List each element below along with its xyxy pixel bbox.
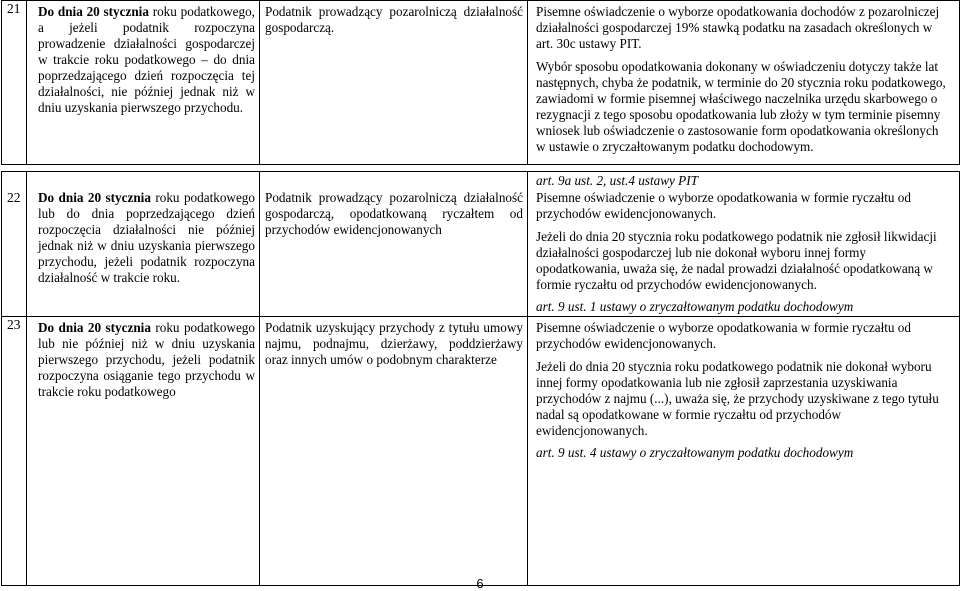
form-cell: [528, 172, 960, 317]
deadline-cell: [27, 1, 260, 165]
form-paragraph: Pisemne oświadczenie o wyborze opodatkowania w formie ryczałtu od przychodów ewidencjonowanych.: [536, 320, 911, 351]
row-number-text: 22: [7, 190, 21, 205]
row-number: [2, 1, 27, 165]
taxpayer-text: Podatnik uzyskujący przychody z tytułu umowy najmu, podnajmu, dzierżawy, poddzierżawy oraz innych umów o podobnym charakterze: [265, 320, 523, 367]
form-paragraph: Jeżeli do dnia 20 stycznia roku podatkowego podatnik nie zgłosił likwidacji działalności gospodarczej lub nie dokonał wyboru innej formy opodatkowania, uważa się, że nadal prowadzi działalność opodatkowaną w formie ryczałtu od przychodów ewidencjonowanych.: [536, 229, 937, 292]
taxpayer-cell: [260, 172, 528, 317]
table-row-23: [2, 317, 960, 586]
deadline-text: roku podatkowego lub nie później niż w dniu uzyskania pierwszego przychodu, jeżeli podatnik rozpoczyna osiąganie tego przychodu w trakcie roku podatkowego: [38, 320, 255, 399]
form-cell: [528, 317, 960, 586]
table-row-22: [2, 172, 960, 317]
obligations-table-bottom: [1, 171, 960, 586]
taxpayer-cell: [260, 1, 528, 165]
legal-reference: art. 9a ust. 2, ust.4 ustawy PIT: [536, 173, 698, 188]
legal-reference: art. 9 ust. 1 ustawy o zryczałtowanym podatku dochodowym: [536, 299, 854, 314]
deadline-date: Do dnia 20 stycznia: [38, 320, 151, 335]
table-row-21: [2, 1, 960, 165]
page-number: 6: [476, 576, 484, 591]
row-number-text: 23: [7, 317, 21, 332]
deadline-text: roku podatkowego, a jeżeli podatnik rozpoczyna prowadzenie działalności gospodarczej w trakcie roku podatkowego – do dnia poprzedzającego dzień rozpoczęcia tej działalności, nie później jednak niż w dniu uzyskania pierwszego przychodu.: [38, 4, 255, 115]
form-paragraph: Jeżeli do dnia 20 stycznia roku podatkowego podatnik nie dokonał wyboru innej formy opodatkowania lub nie zgłosił zaprzestania uzyskiwania przychodów z najmu (...), uważa się, że przychody uzyskiwane z tego tytułu nadal są opodatkowane w formie ryczałtu od przychodów ewidencjonowanych.: [536, 359, 939, 438]
deadline-date: Do dnia 20 stycznia: [38, 4, 149, 19]
deadline-date: Do dnia 20 stycznia: [38, 190, 151, 205]
form-paragraph: Pisemne oświadczenie o wyborze opodatkowania w formie ryczałtu od przychodów ewidencjonowanych.: [536, 190, 911, 221]
form-cell: [528, 1, 960, 165]
taxpayer-cell: [260, 317, 528, 586]
row-number: [2, 317, 27, 586]
legal-reference: art. 9 ust. 4 ustawy o zryczałtowanym podatku dochodowym: [536, 445, 854, 460]
form-paragraph: Wybór sposobu opodatkowania dokonany w oświadczeniu dotyczy także lat następnych, chyba że podatnik, w terminie do 20 stycznia roku podatkowego, zawiadomi w formie pisemnej właściwego naczelnika urzędu skarbowego o rezygnacji z tego sposobu opodatkowania lub złoży w tym terminie pisemny wniosek lub oświadczenie o zastosowanie form opodatkowania określonych w ustawie o zryczałtowanym podatku dochodowym.: [536, 59, 946, 154]
obligations-table-top: [1, 0, 960, 165]
form-paragraph: Pisemne oświadczenie o wyborze opodatkowania dochodów z pozarolniczej działalności gospodarczej 19% stawką podatku na zasadach określonych w art. 30c ustawy PIT.: [536, 4, 940, 51]
row-number-text: 21: [7, 1, 21, 16]
taxpayer-text: Podatnik prowadzący pozarolniczą działalność gospodarczą.: [265, 4, 523, 35]
row-number: [2, 172, 27, 317]
taxpayer-text: Podatnik prowadzący pozarolniczą działalność gospodarczą, opodatkowaną ryczałtem od przychodów ewidencjonowanych: [265, 190, 523, 237]
deadline-cell: [27, 317, 260, 586]
deadline-text: roku podatkowego lub do dnia poprzedzającego dzień rozpoczęcia działalności nie później jednak niż w dniu uzyskania pierwszego przychodu, jeżeli podatnik rozpoczyna działalność w trakcie roku.: [38, 190, 255, 285]
deadline-cell: [27, 172, 260, 317]
